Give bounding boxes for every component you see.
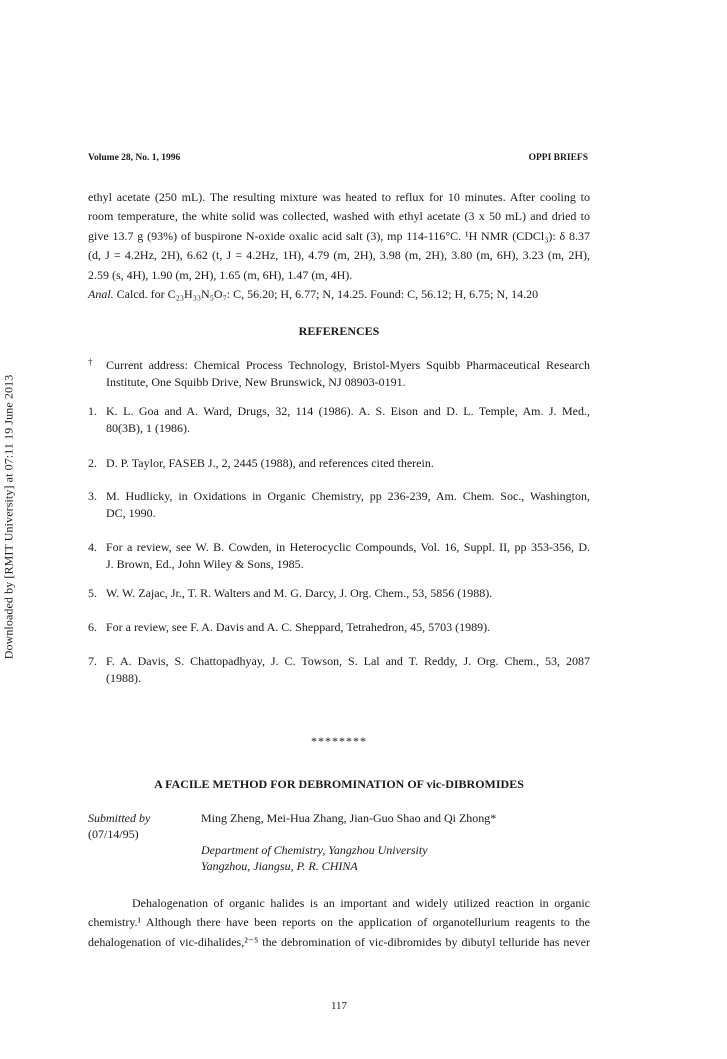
reference-number: 5. — [88, 586, 97, 600]
reference-line: For a review, see W. B. Cowden, in Heterocyclic Compounds, Vol. 16, Suppl. II, pp 353-356, D. — [106, 540, 590, 554]
reference-line: 80(3B), 1 (1986). — [106, 421, 190, 435]
header-journal: OPPI BRIEFS — [528, 153, 588, 163]
reference-line: M. Hudlicky, in Oxidations in Organic Chemistry, pp 236-239, Am. Chem. Soc., Washington, — [106, 489, 590, 503]
reference-line: (1988). — [106, 671, 141, 685]
section-separator: ******** — [311, 734, 367, 748]
running-header — [88, 153, 588, 163]
reference-number: 1. — [88, 404, 97, 418]
author-list: Ming Zheng, Mei-Hua Zhang, Jian-Guo Shao and Qi Zhong* — [201, 811, 497, 825]
analysis-line — [88, 285, 590, 304]
text-line: dehalogenation of vic-dihalides,²⁻⁵ the debromination of vic-dibromides by dibutyl telluride has never — [88, 934, 590, 949]
text-line: chemistry.¹ Although there have been reports on the application of organotellurium reagents to the — [88, 915, 590, 930]
text-line: Dehalogenation of organic halides is an important and widely utilized reaction in organic — [132, 896, 590, 910]
reference-line: Institute, One Squibb Drive, New Brunswick, NJ 08903-0191. — [106, 375, 406, 389]
reference-line: W. W. Zajac, Jr., T. R. Walters and M. G. Darcy, J. Org. Chem., 53, 5856 (1988). — [106, 586, 493, 600]
reference-line: K. L. Goa and A. Ward, Drugs, 32, 114 (1986). A. S. Eison and D. L. Temple, Am. J. Med., — [106, 404, 590, 418]
page-number: 117 — [330, 1000, 348, 1012]
affiliation-location: Yangzhou, Jiangsu, P. R. CHINA — [201, 859, 358, 873]
reference-line: D. P. Taylor, FASEB J., 2, 2445 (1988), and references cited therein. — [106, 456, 434, 470]
text-line: 2.59 (s, 4H), 1.90 (m, 2H), 1.65 (m, 6H), 1.47 (m, 4H). — [88, 267, 353, 282]
text-line: ethyl acetate (250 mL). The resulting mixture was heated to reflux for 10 minutes. After cooling to — [88, 190, 590, 204]
reference-number: 4. — [88, 540, 97, 554]
submitted-date: (07/14/95) — [88, 827, 139, 841]
download-watermark — [0, 340, 18, 695]
reference-line: J. Brown, Ed., John Wiley & Sons, 1985. — [106, 557, 304, 571]
text-line: give 13.7 g (93%) of buspirone N-oxide oxalic acid salt (3), mp 114-116°C. ¹H NMR (CDCl₃): δ 8.37 — [88, 228, 590, 243]
reference-line: F. A. Davis, S. Chattopadhyay, J. C. Towson, S. Lal and T. Reddy, J. Org. Chem., 53, 2087 — [106, 654, 590, 668]
reference-line: For a review, see F. A. Davis and A. C. Sheppard, Tetrahedron, 45, 5703 (1989). — [106, 620, 491, 634]
reference-number: 7. — [88, 654, 97, 668]
text-line: room temperature, the white solid was collected, washed with ethyl acetate (3 x 50 mL) and dried to — [88, 209, 590, 224]
affiliation-department: Department of Chemistry, Yangzhou University — [201, 843, 428, 857]
reference-line: DC, 1990. — [106, 506, 156, 520]
reference-line: Current address: Chemical Process Technology, Bristol-Myers Squibb Pharmaceutical Research — [106, 358, 590, 372]
submitted-label: Submitted by — [88, 811, 151, 825]
reference-number: 6. — [88, 620, 97, 634]
body-paragraph — [88, 894, 590, 952]
text-line: (d, J = 4.2Hz, 2H), 6.62 (t, J = 4.2Hz, 1H), 4.79 (m, 2H), 3.98 (m, 2H), 3.80 (m, 6H), 3.23 (m, 2H), — [88, 248, 590, 263]
experimental-paragraph — [88, 188, 590, 304]
reference-number: 3. — [88, 489, 97, 503]
analysis-label: Anal. — [88, 287, 114, 302]
reference-number: 2. — [88, 456, 97, 470]
analysis-text: Calcd. for C₂₃H₃₃N₅O₇: C, 56.20; H, 6.77; N, 14.25. Found: C, 56.12; H, 6.75; N, 14.20 — [116, 287, 539, 302]
download-watermark-text: Downloaded by [RMIT University] at 07:11 19 June 2013 — [1, 374, 16, 660]
reference-mark: † — [88, 357, 93, 367]
article-title: A FACILE METHOD FOR DEBROMINATION OF vic-DIBROMIDES — [154, 777, 524, 791]
header-volume: Volume 28, No. 1, 1996 — [88, 153, 181, 163]
references-heading: REFERENCES — [298, 324, 380, 338]
